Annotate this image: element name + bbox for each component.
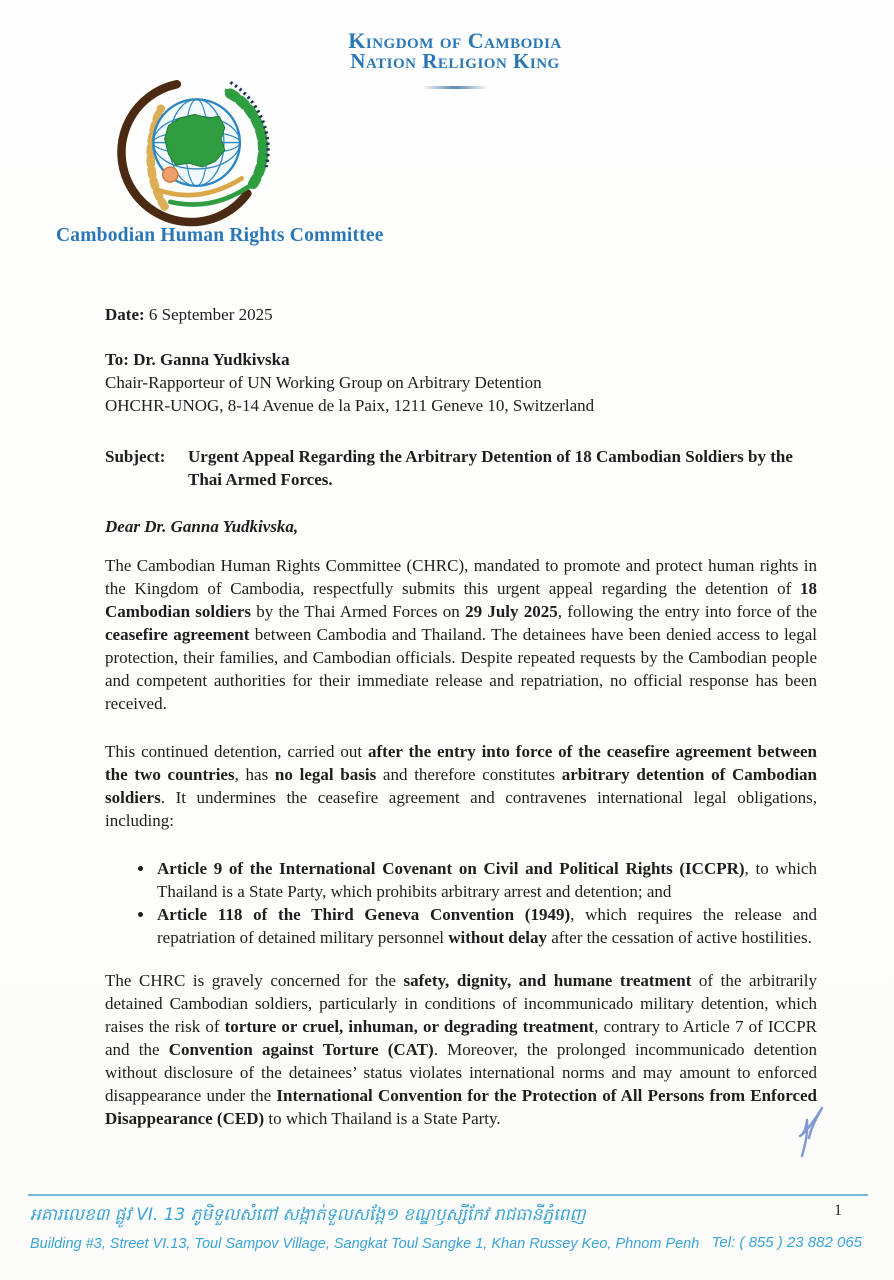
paragraph-1: The Cambodian Human Rights Committee (CHRC), mandated to promote and protect human rights in the Kingdom of Cambodia, respectfully submits this urgent appeal regarding the detention of 18 Cambodian soldiers by the Thai Armed Forces on 29 July 2025, following the entry into force of the ceasefire agreement between Cambodia and Thailand. The detainees have been denied access to legal protection, their families, and Cambodian officials. Despite repeated requests by the Cambodian people and competent authorities for their immediate release and repatriation, no official response has been received. [105,556,817,713]
fruit-shape [163,167,178,182]
chrc-emblem-icon [110,76,270,228]
pen-check-mark [788,1098,836,1160]
list-item-iccpr: • Article 9 of the International Covenant on Civil and Political Rights (ICCPR), to which Thailand is a State Party, which prohibits arbitrary arrest and detention; and [155,857,817,903]
recipient-title: Chair-Rapporteur of UN Working Group on Arbitrary Detention [105,373,542,392]
date-value: 6 September 2025 [144,305,273,324]
subject-label: Subject: [105,447,166,466]
recipient-block [105,348,817,417]
header-divider [422,86,488,89]
organization-name: Cambodian Human Rights Committee [56,225,384,246]
subject-text: Urgent Appeal Regarding the Arbitrary Detention of 18 Cambodian Soldiers by the Thai Armed Forces. [188,447,793,489]
kingdom-title: Kingdom of Cambodia [348,28,562,53]
subject-line [105,445,817,491]
salutation: Dear Dr. Ganna Yudkivska, [105,517,299,536]
footer-address-english: Building #3, Street VI.13, Toul Sampov Village, Sangkat Toul Sangke 1, Khan Russey Keo, Phnom Penh [30,1236,700,1252]
national-motto: Nation Religion King [350,49,560,73]
date-line [105,303,817,326]
footer-divider [28,1194,868,1196]
footer-telephone: Tel: ( 855 ) 23 882 065 [711,1234,862,1251]
recipient-name: To: Dr. Ganna Yudkivska [105,350,290,369]
legal-points-list [131,857,817,949]
list-item-geneva: • Article 118 of the Third Geneva Convention (1949), which requires the release and repatriation of detained military personnel without delay after the cessation of active hostilities. [155,903,817,949]
cambodia-map [165,114,225,167]
page-number: 1 [834,1202,842,1219]
letter-body [105,303,817,1155]
national-header [280,30,630,72]
footer-address-khmer: អគារលេខ៣ ផ្លូវ VI. 13 ភូមិទួលសំពៅ សង្កាត់ទួលសង្កែ១ ខណ្ឌឫស្សីកែវ រាជធានីភ្នំពេញ [30,1205,586,1225]
recipient-address: OHCHR-UNOG, 8-14 Avenue de la Paix, 1211 Geneve 10, Switzerland [105,396,595,415]
paragraph-2: This continued detention, carried out after the entry into force of the ceasefire agreement between the two countries, has no legal basis and therefore constitutes arbitrary detention of Cambodian soldiers. It undermines the ceasefire agreement and contravenes international legal obligations, including: [105,742,817,830]
date-label: Date: [105,305,145,324]
paragraph-3: The CHRC is gravely concerned for the safety, dignity, and humane treatment of the arbitrarily detained Cambodian soldiers, particularly in conditions of incommunicado military detention, which raises the risk of torture or cruel, inhuman, or degrading treatment, contrary to Article 7 of ICCPR and the Convention against Torture (CAT). Moreover, the prolonged incommunicado detention without disclosure of the detainees’ status violates international norms and may amount to enforced disappearance under the International Convention for the Protection of All Persons from Enforced Disappearance (CED) to which Thailand is a State Party. [105,971,818,1128]
